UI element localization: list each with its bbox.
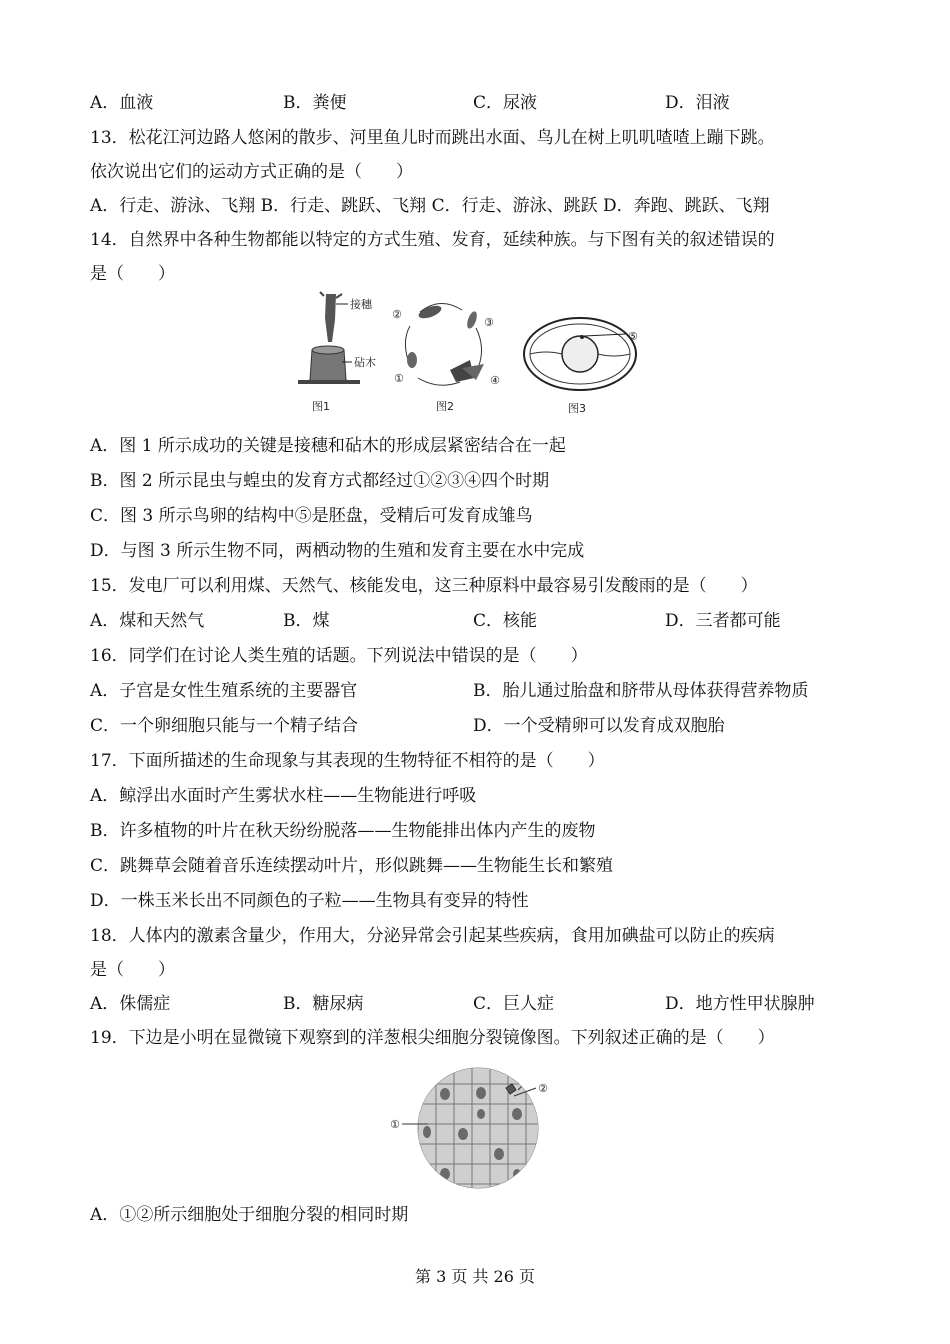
q17-option-c: C．跳舞草会随着音乐连续摆动叶片，形似跳舞——生物能生长和繁殖 xyxy=(90,856,614,876)
q16-options-row1 xyxy=(90,679,870,703)
q19-marker-1: ① xyxy=(390,1118,400,1131)
q18-option-d: D．地方性甲状腺肿 xyxy=(665,994,815,1014)
q17-option-b: B．许多植物的叶片在秋天纷纷脱落——生物能排出体内产生的废物 xyxy=(90,821,596,841)
q19-marker-2: ② xyxy=(538,1082,548,1095)
q18-stem-line1: 18．人体内的激素含量少，作用大，分泌异常会引起某些疾病，食用加碘盐可以防止的疾病 xyxy=(90,926,775,946)
bird-egg-illustration xyxy=(524,318,636,390)
fig3-part-5: ⑤ xyxy=(628,330,638,343)
q18-option-c: C．巨人症 xyxy=(473,994,555,1014)
q16-option-a: A．子宫是女性生殖系统的主要器官 xyxy=(90,681,358,701)
q19-stem: 19．下边是小明在显微镜下观察到的洋葱根尖细胞分裂镜像图。下列叙述正确的是（ ） xyxy=(90,1028,775,1048)
insect-life-cycle-illustration xyxy=(405,303,484,385)
q16-options-row2 xyxy=(90,714,870,738)
fig1-stock-label: 砧木 xyxy=(354,356,376,369)
q14-figure xyxy=(290,290,660,422)
q12-option-c: C．尿液 xyxy=(473,93,538,113)
q14-option-a: A．图 1 所示成功的关键是接穗和砧木的形成层紧密结合在一起 xyxy=(90,436,566,456)
q14-stem-line2: 是（ ） xyxy=(90,264,175,284)
fig1-caption: 图1 xyxy=(312,400,330,413)
q16-stem: 16．同学们在讨论人类生殖的话题。下列说法中错误的是（ ） xyxy=(90,646,588,666)
q19-micrograph-figure xyxy=(388,1066,563,1194)
q15-option-a: A．煤和天然气 xyxy=(90,611,205,631)
q18-stem-line2: 是（ ） xyxy=(90,960,175,980)
q15-option-b: B．煤 xyxy=(283,611,330,631)
fig3-caption: 图3 xyxy=(568,402,586,415)
q15-stem: 15．发电厂可以利用煤、天然气、核能发电，这三种原料中最容易引发酸雨的是（ ） xyxy=(90,576,758,596)
q16-option-b: B．胎儿通过胎盘和脐带从母体获得营养物质 xyxy=(473,681,809,701)
q14-option-d: D．与图 3 所示生物不同，两栖动物的生殖和发育主要在水中完成 xyxy=(90,541,585,561)
q14-option-b: B．图 2 所示昆虫与蝗虫的发育方式都经过①②③④四个时期 xyxy=(90,471,550,491)
q12-options xyxy=(90,91,870,115)
page-footer: 第 3 页 共 26 页 xyxy=(415,1267,535,1286)
q18-option-a: A．侏儒症 xyxy=(90,994,171,1014)
onion-root-tip-cells xyxy=(408,1066,548,1194)
q12-option-b: B．粪便 xyxy=(283,93,347,113)
q18-options xyxy=(90,992,870,1016)
q15-option-d: D．三者都可能 xyxy=(665,611,781,631)
fig1-scion-label: 接穗 xyxy=(350,298,372,311)
q17-stem: 17．下面所描述的生命现象与其表现的生物特征不相符的是（ ） xyxy=(90,751,605,771)
q12-option-d: D．泪液 xyxy=(665,93,730,113)
q13-options: A．行走、游泳、飞翔 B．行走、跳跃、飞翔 C．行走、游泳、跳跃 D．奔跑、跳跃、飞翔 xyxy=(90,196,770,216)
fig2-stage-1: ① xyxy=(394,372,404,385)
fig2-stage-4: ④ xyxy=(490,374,500,387)
q15-option-c: C．核能 xyxy=(473,611,538,631)
q19-option-a: A．①②所示细胞处于细胞分裂的相同时期 xyxy=(90,1205,409,1225)
q13-stem-line1: 13．松花江河边路人悠闲的散步、河里鱼儿时而跳出水面、鸟儿在树上叽叽喳喳上蹦下跳。 xyxy=(90,128,775,148)
q16-option-d: D．一个受精卵可以发育成双胞胎 xyxy=(473,716,725,736)
q17-option-d: D．一株玉米长出不同颜色的子粒——生物具有变异的特性 xyxy=(90,891,529,911)
q17-option-a: A．鲸浮出水面时产生雾状水柱——生物能进行呼吸 xyxy=(90,786,477,806)
q15-options xyxy=(90,609,870,633)
q18-option-b: B．糖尿病 xyxy=(283,994,364,1014)
fig2-stage-2: ② xyxy=(392,308,402,321)
fig2-stage-3: ③ xyxy=(484,316,494,329)
q14-stem-line1: 14．自然界中各种生物都能以特定的方式生殖、发育，延续种族。与下图有关的叙述错误的 xyxy=(90,230,775,250)
q12-option-a: A．血液 xyxy=(90,93,154,113)
fig2-caption: 图2 xyxy=(436,400,454,413)
q14-option-c: C．图 3 所示鸟卵的结构中⑤是胚盘，受精后可发育成雏鸟 xyxy=(90,506,533,526)
q16-option-c: C．一个卵细胞只能与一个精子结合 xyxy=(90,716,359,736)
q13-stem-line2: 依次说出它们的运动方式正确的是（ ） xyxy=(90,162,413,182)
